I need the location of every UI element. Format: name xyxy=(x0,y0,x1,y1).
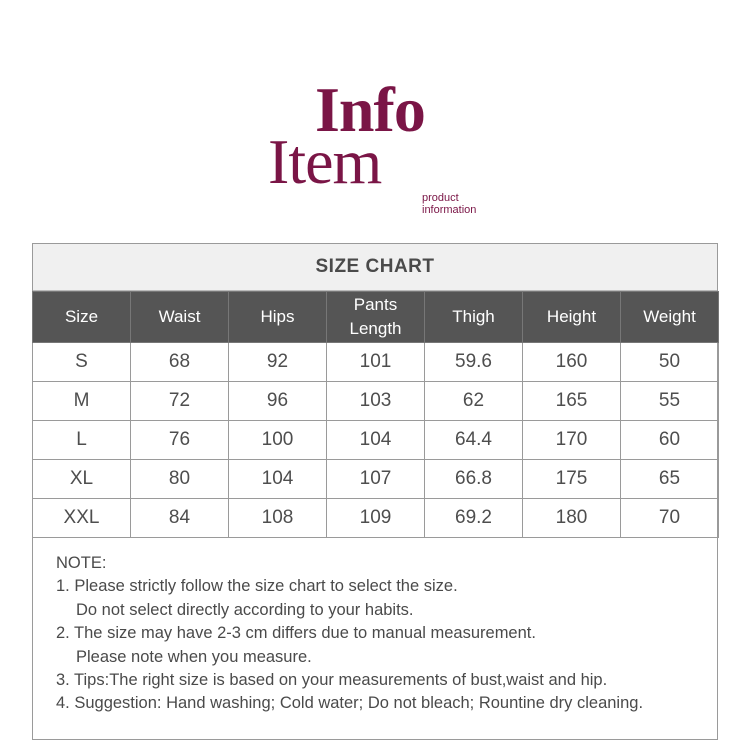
cell: 69.2 xyxy=(425,499,523,538)
chart-title: SIZE CHART xyxy=(33,244,717,291)
cell: 175 xyxy=(523,460,621,499)
logo-subtitle xyxy=(422,192,476,216)
cell: M xyxy=(33,382,131,421)
cell: XXL xyxy=(33,499,131,538)
cell: XL xyxy=(33,460,131,499)
table-header-row xyxy=(33,292,719,343)
header-pants-line2: Length xyxy=(349,319,402,338)
note-line: 2. The size may have 2-3 cm differs due to manual measurement. xyxy=(56,624,536,643)
cell: 65 xyxy=(621,460,719,499)
header-weight: Weight xyxy=(621,292,719,343)
note-line: Please note when you measure. xyxy=(76,647,312,666)
note-line: 3. Tips:The right size is based on your measurements of bust,waist and hip. xyxy=(56,671,608,690)
cell: 170 xyxy=(523,421,621,460)
cell: 101 xyxy=(327,343,425,382)
header-pants-length xyxy=(327,292,425,343)
logo-sub-line2: information xyxy=(422,204,477,216)
header-pants-line1: Pants xyxy=(353,295,398,314)
cell: S xyxy=(33,343,131,382)
cell: 70 xyxy=(621,499,719,538)
note-line: 4. Suggestion: Hand washing; Cold water; Do not bleach; Rountine dry cleaning. xyxy=(56,694,644,713)
cell: 96 xyxy=(229,382,327,421)
header-waist: Waist xyxy=(131,292,229,343)
cell: 55 xyxy=(621,382,719,421)
cell: 59.6 xyxy=(425,343,523,382)
note-line: Do not select directly according to your habits. xyxy=(76,600,414,619)
size-table xyxy=(32,291,719,538)
cell: 72 xyxy=(131,382,229,421)
header-height: Height xyxy=(523,292,621,343)
table-row xyxy=(33,421,719,460)
logo-word-info: Info xyxy=(315,74,425,145)
cell: 104 xyxy=(327,421,425,460)
note-line: 1. Please strictly follow the size chart to select the size. xyxy=(56,577,458,596)
cell: 100 xyxy=(229,421,327,460)
cell: 76 xyxy=(131,421,229,460)
cell: 107 xyxy=(327,460,425,499)
logo-sub-line1: product xyxy=(422,192,459,204)
cell: 60 xyxy=(621,421,719,460)
table-row xyxy=(33,499,719,538)
cell: 68 xyxy=(131,343,229,382)
logo xyxy=(0,0,750,230)
cell: 62 xyxy=(425,382,523,421)
cell: 66.8 xyxy=(425,460,523,499)
notes-title: NOTE: xyxy=(56,554,107,572)
size-chart xyxy=(32,243,718,740)
cell: 108 xyxy=(229,499,327,538)
cell: 92 xyxy=(229,343,327,382)
cell: 109 xyxy=(327,499,425,538)
cell: 84 xyxy=(131,499,229,538)
table-row xyxy=(33,343,719,382)
notes xyxy=(56,552,643,716)
header-thigh: Thigh xyxy=(425,292,523,343)
cell: 103 xyxy=(327,382,425,421)
table-row xyxy=(33,382,719,421)
cell: L xyxy=(33,421,131,460)
cell: 165 xyxy=(523,382,621,421)
cell: 104 xyxy=(229,460,327,499)
cell: 64.4 xyxy=(425,421,523,460)
header-hips: Hips xyxy=(229,292,327,343)
header-size: Size xyxy=(33,292,131,343)
table-row xyxy=(33,460,719,499)
logo-word-item: Item xyxy=(268,126,382,197)
cell: 160 xyxy=(523,343,621,382)
cell: 180 xyxy=(523,499,621,538)
cell: 50 xyxy=(621,343,719,382)
cell: 80 xyxy=(131,460,229,499)
